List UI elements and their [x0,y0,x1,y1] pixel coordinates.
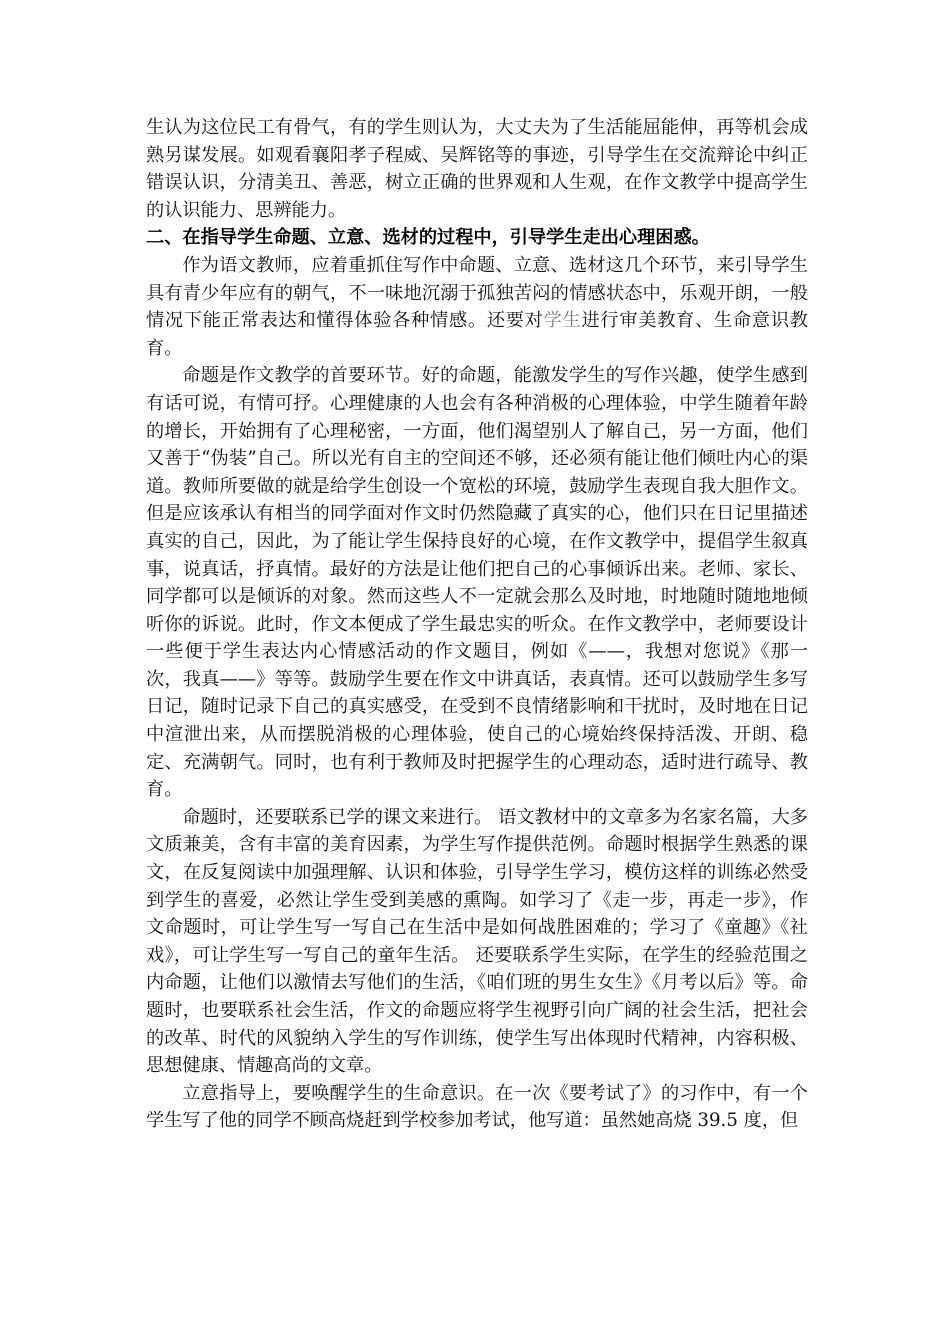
highlighted-word: 学生 [543,310,582,332]
paragraph-text-after: 进行审美教育、生命意识教育。 [146,310,808,359]
section-heading: 二、在指导学生命题、立意、选材的过程中，引导学生走出心理困惑。 [146,227,710,249]
paragraph-life-awareness: 立意指导上，要唤醒学生的生命意识。在一次《要考试了》的习作中，有一个学生写了他的同学不顾高烧赶到学校参加考试，他写道：虽然她高烧 39.5 度，但 [146,1082,808,1132]
paragraph-topic-setting: 命题是作文教学的首要环节。好的命题，能激发学生的写作兴趣，使学生感到有话可说，有情可抒。心理健康的人也会有各种消极的心理体验，中学生随着年龄的增长，开始拥有了心理秘密，一方面，他们渴望别人了解自己，另一方面，他们又善于“伪装”自己。所以光有自主的空间还不够，还必须有能让他们倾吐内心的渠道。教师所要做的就是给学生创设一个宽松的环境，鼓励学生表现自我大胆作文。但是应该承认有相当的同学面对作文时仍然隐藏了真实的心，他们只在日记里描述真实的自己，因此，为了能让学生保持良好的心境，在作文教学中，提倡学生叙真事，说真话，抒真情。最好的方法是让他们把自己的心事倾诉出来。老师、家长、同学都可以是倾诉的对象。然而这些人不一定就会那么及时地，时地随时随地地倾听你的诉说。此时，作文本便成了学生最忠实的听众。在作文教学中，老师要设计一些便于学生表达内心情感活动的作文题目，例如《——，我想对您说》《那一次，我真——》等等。鼓励学生要在作文中讲真话，表真情。还可以鼓励学生多写日记，随时记录下自己的真实感受，在受到不良情绪影响和干扰时，及时地在日记中渲泄出来，从而摆脱消极的心理体验，使自己的心境始终保持活泼、开朗、稳定、充满朝气。同时，也有利于教师及时把握学生的心理动态，适时进行疏导、教育。 [146,365,808,801]
paragraph-text-before: 作为语文教师，应着重抓住写作中命题、立意、选材这几个环节，来引导学生具有青少年应有的朝气，不一味地沉溺于孤独苦闷的情感状态中，乐观开朗，一般情况下能正常表达和懂得体验各种情感。还要对 [146,254,808,332]
document-page [146,114,808,1135]
paragraph-continuation: 生认为这位民工有骨气，有的学生则认为，大丈夫为了生活能屈能伸，再等机会成熟另谋发展。如观看襄阳孝子程威、吴辉铭等的事迹，引导学生在交流辩论中纠正错误认识，分清美丑、善恶，树立正确的世界观和人生观，在作文教学中提高学生的认识能力、思辨能力。 [146,117,808,221]
paragraph-teacher-role [146,252,808,362]
paragraph-textbook-link: 命题时，还要联系已学的课文来进行。 语文教材中的文章多为名家名篇，大多文质兼美，含有丰富的美育因素，为学生写作提供范例。命题时根据学生熟悉的课文，在反复阅读中加强理解、认识和体验，引导学生学习，模仿这样的训练必然受到学生的喜爱，必然让学生受到美感的熏陶。如学习了《走一步，再走一步》，作文命题时，可让学生写一写自己在生活中是如何战胜困难的；学习了《童趣》《社戏》，可让学生写一写自己的童年生活。 还要联系学生实际，在学生的经验范围之内命题，让他们以激情去写他们的生活，《咱们班的男生女生》《月考以后》等。命题时，也要联系社会生活，作文的命题应将学生视野引向广阔的社会生活，把社会的改革、时代的风貌纳入学生的写作训练，使学生写出体现时代精神，内容积极、思想健康、情趣高尚的文章。 [146,806,808,1077]
